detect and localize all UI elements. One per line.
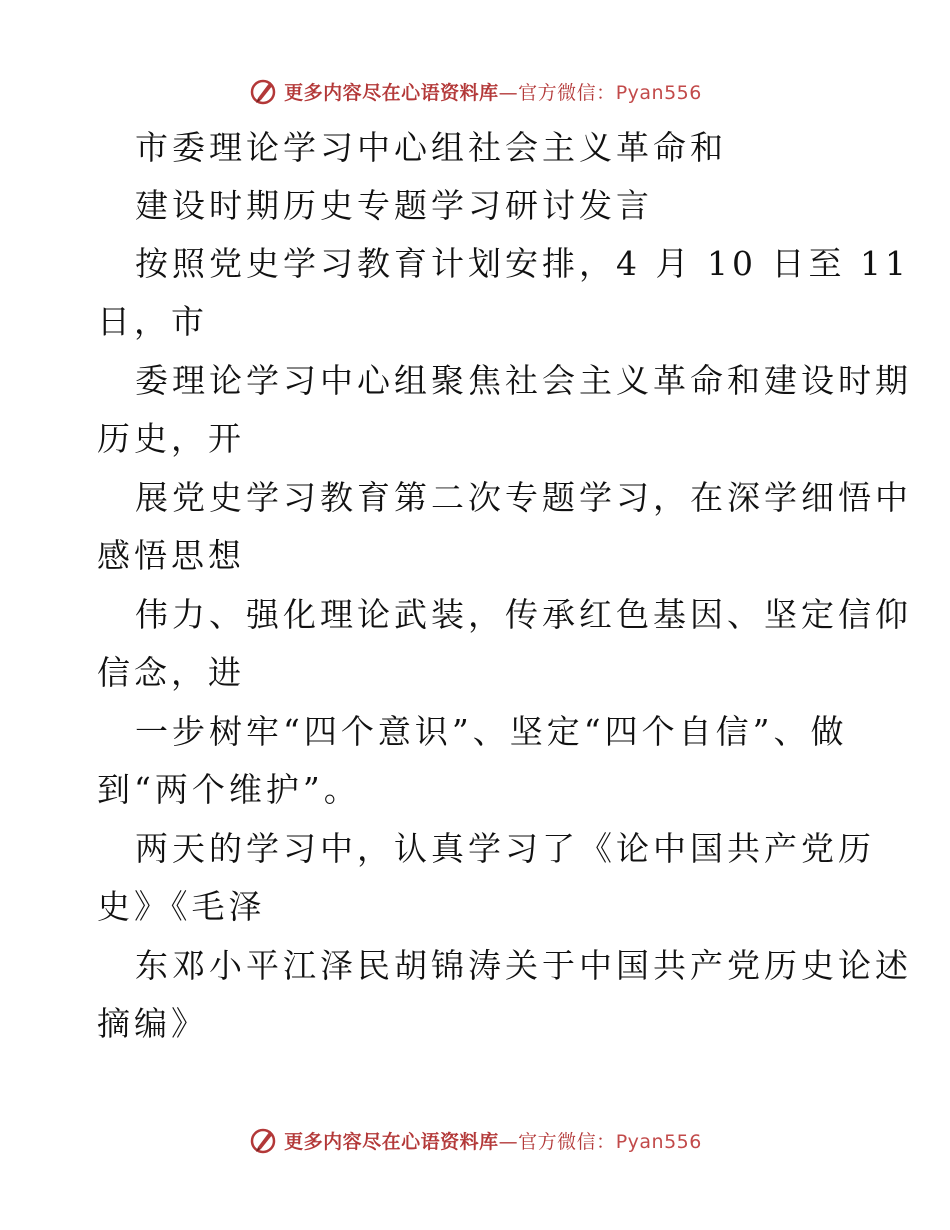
banner-wechat-id: Pyan556 xyxy=(615,1130,702,1153)
paragraph-line: 到“两个维护”。 xyxy=(97,770,361,809)
paragraph-line: 历史，开 xyxy=(97,419,245,458)
banner-site-name: 更多内容尽在心语资料库 xyxy=(284,81,499,104)
title-line-1: 市委理论学习中心组社会主义革命和 xyxy=(135,128,727,167)
title-line-2: 建设时期历史专题学习研讨发言 xyxy=(135,186,653,225)
paragraph-line: 按照党史学习教育计划安排，4 月 10 日至 11 xyxy=(135,244,910,283)
paragraph-line: 日，市 xyxy=(97,302,208,341)
footer-banner-text xyxy=(284,1127,702,1154)
paragraph-line: 东邓小平江泽民胡锦涛关于中国共产党历史论述 xyxy=(135,946,912,985)
paragraph-line: 伟力、强化理论武装，传承红色基因、坚定信仰 xyxy=(135,595,912,634)
footer-watermark-banner xyxy=(0,1120,950,1160)
paragraph-line: 一步树牢“四个意识”、坚定“四个自信”、做 xyxy=(135,712,848,751)
banner-wechat-label: 官方微信： xyxy=(518,1130,616,1153)
banner-wechat-label: 官方微信： xyxy=(518,81,616,104)
paragraph-line: 摘编》 xyxy=(97,1004,208,1043)
pen-circle-logo-icon xyxy=(248,76,278,106)
paragraph-line: 信念，进 xyxy=(97,653,245,692)
paragraph-line: 两天的学习中，认真学习了《论中国共产党历 xyxy=(135,829,875,868)
paragraph-line: 委理论学习中心组聚焦社会主义革命和建设时期 xyxy=(135,361,912,400)
header-banner-text xyxy=(284,78,702,105)
banner-dash: — xyxy=(498,1130,519,1153)
paragraph-line: 史》《毛泽 xyxy=(97,887,266,926)
header-watermark-banner xyxy=(0,71,950,111)
banner-wechat-id: Pyan556 xyxy=(615,81,702,104)
paragraph-line: 展党史学习教育第二次专题学习，在深学细悟中 xyxy=(135,478,912,517)
banner-dash: — xyxy=(498,81,519,104)
banner-site-name: 更多内容尽在心语资料库 xyxy=(284,1130,499,1153)
pen-circle-logo-icon xyxy=(248,1125,278,1155)
paragraph-line: 感悟思想 xyxy=(97,536,245,575)
